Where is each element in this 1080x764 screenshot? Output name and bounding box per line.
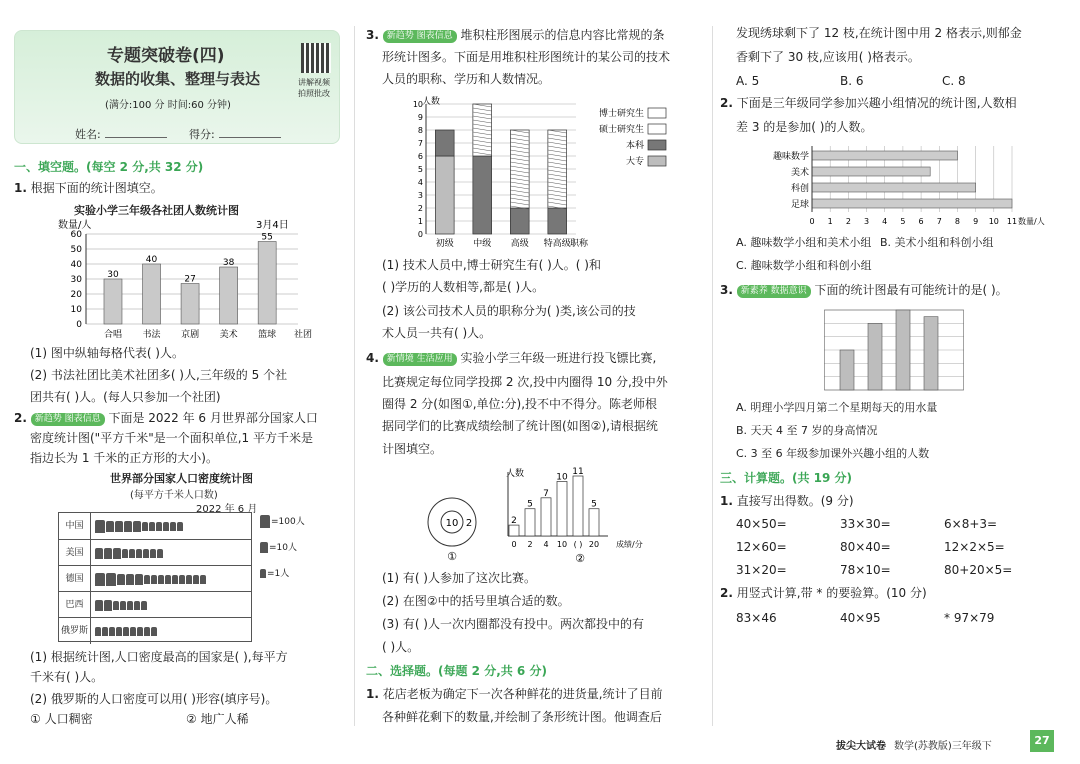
chart1-bar [143, 264, 161, 324]
person-icon [179, 575, 185, 584]
q3-tag: 新趋势 图表信息 [383, 30, 457, 43]
chart2-legend-label: 博士研究生 [598, 109, 644, 119]
chart1-bar [258, 242, 276, 325]
chart3-bar [589, 509, 599, 536]
q4-sub1: (1) 有( )人参加了这次比赛。 [382, 571, 536, 585]
q2-sub1b: 千米有( )人。 [30, 670, 104, 684]
chart2-ytick: 0 [417, 230, 423, 239]
chart1-value-label: 40 [145, 255, 158, 265]
chart2-ylabel: 人数 [422, 97, 441, 107]
person-icon [122, 549, 128, 558]
density-legend-item: =1人 [260, 566, 330, 592]
person-icon [106, 521, 114, 532]
q9-item-2: 40×95 [840, 611, 881, 625]
target-outer-label: 2 [465, 518, 473, 529]
unlabeled-bar-chart [824, 304, 966, 392]
qr-caption-1: 讲解视频 [298, 78, 330, 87]
person-icon [129, 549, 135, 558]
chart1-category: 合唱 [103, 330, 122, 340]
chart3-value-label: 11 [572, 467, 584, 477]
chart3-xtick: 4 [543, 540, 549, 549]
chart4-xtick: 3 [863, 217, 870, 226]
q5-text4: 香剩下了 30 枝,应该用( )格表示。 [736, 50, 920, 64]
calc-item: 78×10= [840, 563, 891, 577]
club-bar-chart [58, 216, 318, 340]
chart3-xtick: ( ) [573, 540, 583, 549]
person-icon [156, 522, 162, 531]
chart3-xtick: 2 [527, 540, 533, 549]
q2-chart-date: 2022 年 6 月 [196, 504, 258, 515]
chart1-ytick: 20 [70, 290, 82, 300]
person-icon [95, 627, 101, 636]
score-label: 得分: [189, 128, 215, 141]
q5-text2: 各种鲜花剩下的数量,并绘制了条形统计图。他调查后 [382, 710, 662, 724]
chart5-bar [868, 323, 882, 390]
chart4-xlabel: 数量/人 [1018, 217, 1045, 226]
person-icon [170, 522, 176, 531]
page-number: 27 [1030, 730, 1054, 752]
chart1-category: 篮球 [258, 330, 277, 340]
person-icon [95, 548, 103, 559]
chart3-xtick: 10 [556, 540, 568, 549]
q2-chart-sub: (每平方千米人口数) [130, 490, 218, 501]
score-field[interactable] [219, 137, 281, 138]
chart1-bar [104, 279, 122, 324]
calc-item: 80+20×5= [944, 563, 1013, 577]
person-icon [144, 627, 150, 636]
chart3-value-label: 7 [543, 488, 549, 499]
person-icon [150, 549, 156, 558]
person-icon [172, 575, 178, 584]
q6-text1: 2. 下面是三年级同学参加兴趣小组情况的统计图,人数相 [720, 96, 1017, 110]
chart2-ytick: 4 [417, 178, 423, 187]
name-field[interactable] [105, 137, 167, 138]
chart3-bar [525, 509, 535, 536]
chart4-xtick: 5 [900, 217, 906, 226]
chart2-ytick: 1 [417, 217, 423, 226]
chart1-bar [220, 267, 238, 324]
chart3-value-label: 5 [591, 499, 597, 510]
q3-sub2a: (2) 该公司技术人员的职称分为( )类,该公司的技 [382, 304, 636, 318]
chart3-value-label: 5 [527, 499, 533, 510]
chart1-ytick: 40 [70, 260, 82, 270]
calc-item: 12×60= [736, 540, 787, 554]
density-table [58, 512, 252, 642]
q1-text: 1. 根据下面的统计图填空。 [14, 181, 163, 195]
q7-optA: A. 明理小学四月第二个星期每天的用水量 [736, 401, 938, 414]
density-row [59, 565, 251, 591]
chart4-bar [812, 167, 930, 176]
q7-tag: 新素养 数据意识 [737, 285, 811, 298]
q3-sub1a: (1) 技术人员中,博士研究生有( )人。( )和 [382, 258, 601, 272]
chart1-xlabel: 社团 [294, 330, 313, 340]
person-icon [144, 575, 150, 584]
stacked-bar-chart [404, 94, 684, 250]
chart2-ytick: 7 [417, 139, 423, 148]
name-label: 姓名: [75, 128, 101, 141]
person-icon [157, 549, 163, 558]
calc-item: 31×20= [736, 563, 787, 577]
dart-target-figure [424, 494, 484, 564]
footer-book: 拔尖大试卷 [836, 741, 886, 752]
column-divider-1 [354, 26, 355, 726]
person-icon [151, 627, 157, 636]
chart5-bar [896, 310, 910, 390]
density-legend-item: =100人 [260, 514, 330, 540]
q4-text4: 据同学们的比赛成绩绘制了统计图(如图②),请根据统 [382, 419, 658, 433]
header-card [14, 30, 340, 144]
person-icon [95, 573, 105, 586]
chart3-bar [509, 525, 519, 536]
density-country: 中国 [59, 513, 91, 539]
q1-chart-title: 实验小学三年级各社团人数统计图 [74, 204, 239, 217]
qr-code-icon[interactable] [301, 43, 331, 73]
chart4-xtick: 11 [1006, 217, 1018, 226]
chart2-segment [510, 208, 529, 234]
person-icon [106, 573, 116, 586]
calc-item: 33×30= [840, 517, 891, 531]
chart4-category: 美术 [790, 168, 809, 178]
chart2-category: 中级 [473, 239, 492, 249]
person-icon [95, 520, 105, 533]
page-title: 专题突破卷(四) [107, 46, 225, 66]
q5-text3: 发现绣球剩下了 12 枝,在统计图中用 2 格表示,则郁金 [736, 26, 1022, 40]
person-icon [113, 601, 119, 610]
person-icon [260, 542, 268, 553]
chart3-ylabel: 人数 [506, 469, 525, 479]
density-row [59, 513, 251, 539]
q4-sub3a: (3) 有( )人一次内圈都没有投中。两次都投中的有 [382, 617, 644, 631]
person-icon [193, 575, 199, 584]
q3-sub1b: ( )学历的人数相等,都是( )人。 [382, 280, 545, 294]
chart3-xlabel: 成绩/分 [616, 540, 643, 549]
chart2-segment [435, 156, 454, 234]
person-icon [151, 575, 157, 584]
chart2-legend-label: 本科 [625, 141, 644, 151]
chart2-legend-swatch [648, 124, 666, 134]
q1-sub1: (1) 图中纵轴每格代表( )人。 [30, 346, 184, 360]
chart1-ytick: 10 [70, 305, 82, 315]
q2-text1: 2. 新趋势 图表信息 下面是 2022 年 6 月世界部分国家人口 [14, 411, 318, 425]
person-icon [143, 549, 149, 558]
person-icon [115, 521, 123, 532]
q2-opt2: ② 地广人稀 [186, 712, 249, 726]
chart2-ytick: 2 [417, 204, 423, 213]
person-icon [163, 522, 169, 531]
chart4-xtick: 6 [918, 217, 924, 226]
q2-text2: 密度统计图("平方千米"是一个面积单位,1 平方千米是 [30, 431, 313, 445]
chart1-category: 书法 [142, 330, 161, 340]
chart2-segment [435, 130, 454, 156]
q2-chart-title: 世界部分国家人口密度统计图 [110, 472, 253, 485]
chart1-ytick: 60 [70, 230, 82, 240]
chart3-bar [541, 498, 551, 536]
person-icon [130, 627, 136, 636]
chart2-segment [473, 156, 492, 234]
chart4-category: 趣味数学 [772, 152, 809, 162]
footer-subject: 数学(苏教版)三年级下 [894, 741, 992, 752]
chart3-fig-label: ② [575, 552, 585, 565]
person-icon [158, 575, 164, 584]
q4-text2: 比赛规定每位同学投掷 2 次,投中内圈得 10 分,投中外 [382, 375, 668, 389]
chart4-xtick: 8 [954, 217, 961, 226]
chart1-ytick: 50 [70, 245, 82, 255]
q4-sub3b: ( )人。 [382, 640, 420, 654]
chart3-bar [573, 476, 583, 536]
q3-text1: 3. 新趋势 图表信息 堆积柱形图展示的信息内容比常规的条 [366, 28, 665, 42]
person-icon [104, 548, 112, 559]
chart1-value-label: 27 [184, 274, 196, 285]
interest-group-chart [756, 142, 1056, 232]
chart3-value-label: 10 [556, 472, 568, 483]
chart2-category: 特高级 [543, 239, 571, 249]
q2-tag: 新趋势 图表信息 [31, 413, 105, 426]
person-icon [149, 522, 155, 531]
person-icon [165, 575, 171, 584]
chart4-bar [812, 151, 957, 160]
chart1-value-label: 38 [222, 258, 235, 268]
chart3-value-label: 2 [511, 516, 517, 527]
chart2-ytick: 10 [412, 100, 423, 109]
person-icon [200, 575, 206, 584]
section-1-title: 一、填空题。(每空 2 分,共 32 分) [14, 160, 204, 174]
q4-text5: 计图填空。 [382, 442, 443, 456]
density-country: 美国 [59, 540, 91, 566]
column-divider-2 [712, 26, 713, 726]
q2-sub2: (2) 俄罗斯的人口密度可以用( )形容(填序号)。 [30, 692, 278, 706]
target-inner-label: 10 [445, 518, 459, 529]
chart2-category: 初级 [435, 239, 454, 249]
q4-text3: 圈得 2 分(如图①,单位:分),投不中不得分。陈老师根 [382, 397, 658, 411]
chart2-legend-label: 硕士研究生 [598, 125, 644, 135]
q5-optC: C. 8 [942, 74, 966, 88]
chart2-category: 高级 [510, 239, 529, 249]
person-icon [177, 522, 183, 531]
chart2-xlabel: 职称 [570, 239, 589, 249]
chart2-legend-swatch [648, 156, 666, 166]
q4-sub2: (2) 在图②中的括号里填合适的数。 [382, 594, 570, 608]
q5-optB: B. 6 [840, 74, 864, 88]
person-icon [135, 574, 143, 585]
q7-text: 3. 新素养 数据意识 下面的统计图最有可能统计的是( )。 [720, 283, 1008, 297]
person-icon [186, 575, 192, 584]
chart1-ytick: 0 [76, 320, 82, 330]
chart2-segment [548, 208, 567, 234]
chart2-legend-label: 大专 [625, 157, 644, 167]
calc-item: 80×40= [840, 540, 891, 554]
person-icon [133, 521, 141, 532]
chart5-bar [924, 317, 938, 390]
chart4-xtick: 7 [936, 217, 942, 226]
fig1-label: ① [447, 550, 457, 563]
chart4-xtick: 9 [973, 217, 979, 226]
q2-sub1a: (1) 根据统计图,人口密度最高的国家是( ),每平方 [30, 650, 288, 664]
chart1-value-label: 30 [107, 270, 119, 280]
chart1-bar [181, 284, 199, 325]
density-legend-item: =10人 [260, 540, 330, 566]
chart4-xtick: 4 [882, 217, 888, 226]
person-icon [134, 601, 140, 610]
q9-text: 2. 用竖式计算,带 * 的要验算。(10 分) [720, 586, 927, 600]
chart1-ytick: 30 [70, 275, 82, 285]
person-icon [260, 515, 270, 528]
density-country: 俄罗斯 [59, 618, 91, 644]
person-icon [104, 600, 112, 611]
q2-text3: 指边长为 1 千米的正方形的大小)。 [30, 451, 218, 465]
q7-optB: B. 天天 4 至 7 岁的身高情况 [736, 424, 878, 437]
q5-optA: A. 5 [736, 74, 760, 88]
q3-text2: 形统计图多。下面是用堆积柱形图统计的某公司的技术 [382, 50, 671, 64]
person-icon [136, 549, 142, 558]
chart4-category: 足球 [790, 200, 809, 210]
calc-item: 6×8+3= [944, 517, 998, 531]
page-subtitle: 数据的收集、整理与表达 [95, 70, 261, 88]
person-icon [120, 601, 126, 610]
person-icon [141, 601, 147, 610]
person-icon [124, 521, 132, 532]
section-2-title: 二、选择题。(每题 2 分,共 6 分) [366, 664, 547, 678]
person-icon [137, 627, 143, 636]
chart3-bar [557, 481, 567, 536]
density-row [59, 591, 251, 617]
qr-caption-2: 拍照批改 [298, 89, 330, 98]
q6-optA: A. 趣味数学小组和美术小组 [736, 236, 872, 249]
q3-text3: 人员的职称、学历和人数情况。 [382, 72, 551, 86]
chart3-xtick: 20 [588, 540, 600, 549]
chart5-bar [840, 350, 854, 390]
person-icon [127, 601, 133, 610]
chart4-xtick: 0 [809, 217, 815, 226]
person-icon [260, 569, 266, 578]
density-row [59, 617, 251, 643]
dart-score-chart [500, 466, 660, 566]
q7-optC: C. 3 至 6 年级参加课外兴趣小组的人数 [736, 447, 930, 460]
chart4-category: 科创 [790, 184, 809, 194]
chart1-date: 3月4日 [256, 220, 289, 231]
q4-text1: 4. 新情境 生活应用 实验小学三年级一班进行投飞镖比赛, [366, 351, 657, 365]
q8-text: 1. 直接写出得数。(9 分) [720, 494, 854, 508]
chart2-legend-swatch [648, 108, 666, 118]
chart2-ytick: 6 [417, 152, 423, 161]
q4-tag: 新情境 生活应用 [383, 353, 457, 366]
chart4-xtick: 1 [827, 217, 833, 226]
chart2-legend-swatch [648, 140, 666, 150]
chart4-bar [812, 199, 1012, 208]
calc-item: 40×50= [736, 517, 787, 531]
q6-text2: 差 3 的是参加( )的人数。 [736, 120, 873, 134]
chart1-category: 美术 [219, 330, 238, 340]
q3-sub2b: 术人员一共有( )人。 [382, 326, 492, 340]
person-icon [117, 574, 125, 585]
density-legend [260, 514, 330, 592]
chart4-xtick: 10 [988, 217, 999, 226]
person-icon [123, 627, 129, 636]
chart4-bar [812, 183, 976, 192]
density-country: 巴西 [59, 592, 91, 618]
section-3-title: 三、计算题。(共 19 分) [720, 471, 853, 485]
chart1-ylabel: 数量/人 [58, 220, 92, 231]
chart1-value-label: 55 [261, 232, 273, 243]
q5-text1: 1. 花店老板为确定下一次各种鲜花的进货量,统计了目前 [366, 687, 663, 701]
person-icon [95, 600, 103, 611]
chart3-xtick: 0 [511, 540, 517, 549]
calc-item: 12×2×5= [944, 540, 1005, 554]
chart2-ytick: 9 [417, 113, 423, 122]
q9-item-3: * 97×79 [944, 611, 995, 625]
exam-meta: (满分:100 分 时间:60 分钟) [105, 100, 231, 111]
chart1-category: 京剧 [181, 330, 200, 340]
chart2-ytick: 3 [417, 191, 423, 200]
person-icon [113, 548, 121, 559]
q6-optB: B. 美术小组和科创小组 [880, 236, 994, 249]
chart2-ytick: 8 [417, 126, 423, 135]
chart4-xtick: 2 [845, 217, 851, 226]
person-icon [126, 574, 134, 585]
q6-optC: C. 趣味数学小组和科创小组 [736, 259, 872, 272]
density-country: 德国 [59, 566, 91, 592]
person-icon [142, 522, 148, 531]
person-icon [109, 627, 115, 636]
q1-sub2a: (2) 书法社团比美术社团多( )人,三年级的 5 个社 [30, 368, 288, 382]
person-icon [116, 627, 122, 636]
density-row [59, 539, 251, 565]
q2-opt1: ① 人口稠密 [30, 712, 93, 726]
q9-item-1: 83×46 [736, 611, 777, 625]
q1-sub2b: 团共有( )人。(每人只参加一个社团) [30, 390, 221, 404]
person-icon [102, 627, 108, 636]
chart2-ytick: 5 [417, 165, 423, 174]
